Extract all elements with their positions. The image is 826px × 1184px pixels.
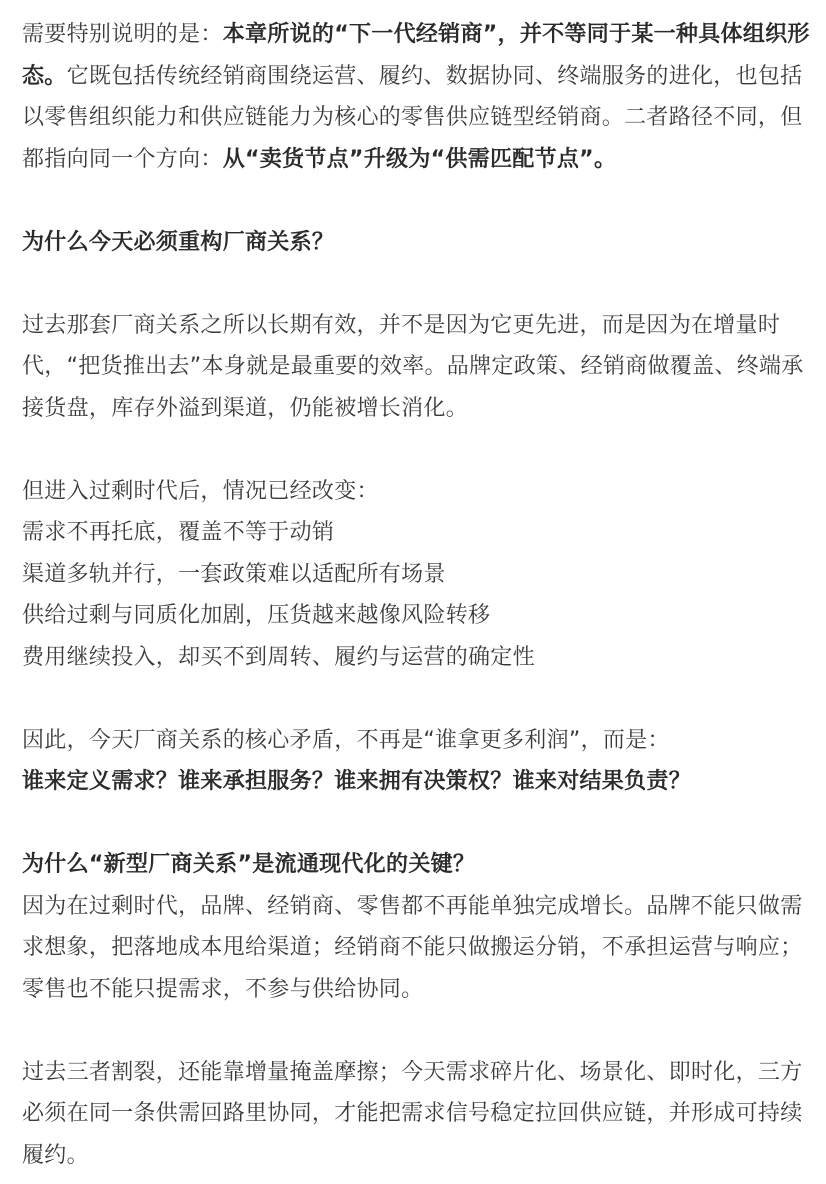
change-item: 需求不再托底，覆盖不等于动销 [22,520,335,545]
paragraph-gap [22,803,812,845]
intro-bold-statement: 本章所说的“下一代经销商”，并不等同于某一种具体组织形态。 [22,22,810,89]
intro-body: 它既包括传统经销商围绕运营、履约、数据协同、终端服务的进化，也包括以零售组织能力和供应链能力为核心的零售供应链型经销商。二者路径不同，但都指向同一个方向： [22,63,803,172]
article-body [22,14,812,1176]
conflict-questions: 谁来定义需求？谁来承担服务？谁来拥有决策权？谁来对结果负责？ [22,769,692,794]
past-relationship-paragraph: 过去那套厂商关系之所以长期有效，并不是因为它更先进，而是因为在增量时代，“把货推出去”本身就是最重要的效率。品牌定政策、经销商做覆盖、终端承接货盘，库存外溢到渠道，仍能被增长消化。 [22,312,804,421]
reason-paragraph: 因为在过剩时代，品牌、经销商、零售都不再能单独完成增长。品牌不能只做需求想象，把落地成本甩给渠道；经销商不能只做搬运分销，不承担运营与响应；零售也不能只提需求，不参与供给协同。 [22,893,803,1002]
paragraph-gap [22,263,812,305]
change-intro: 但进入过剩时代后，情况已经改变： [22,478,379,504]
section-heading-modernization: 为什么“新型厂商关系”是流通现代化的关键？ [22,852,476,877]
final-paragraph: 过去三者割裂，还能靠增量掩盖摩擦；今天需求碎片化、场景化、即时化，三方必须在同一条供需回路里协同，才能把需求信号稳定拉回供应链，并形成可持续履约。 [22,1059,803,1168]
intro-paragraph [22,14,812,180]
paragraph-gap [22,1010,812,1052]
change-item: 费用继续投入，却买不到周转、履约与运营的确定性 [22,644,535,670]
section-heading-restructure: 为什么今天必须重构厂商关系？ [22,229,335,255]
paragraph-gap [22,429,812,471]
change-item: 供给过剩与同质化加剧，压货越来越像风险转移 [22,603,491,628]
paragraph-gap [22,180,812,222]
intro-bold-conclusion: 从“卖货节点”升级为“供需匹配节点”。 [222,146,617,172]
conflict-text: 因此，今天厂商关系的核心矛盾，不再是“谁拿更多利润”，而是： [22,727,670,753]
change-item: 渠道多轨并行，一套政策难以适配所有场景 [22,561,446,587]
paragraph-gap [22,678,812,720]
intro-lead: 需要特别说明的是： [22,22,223,47]
